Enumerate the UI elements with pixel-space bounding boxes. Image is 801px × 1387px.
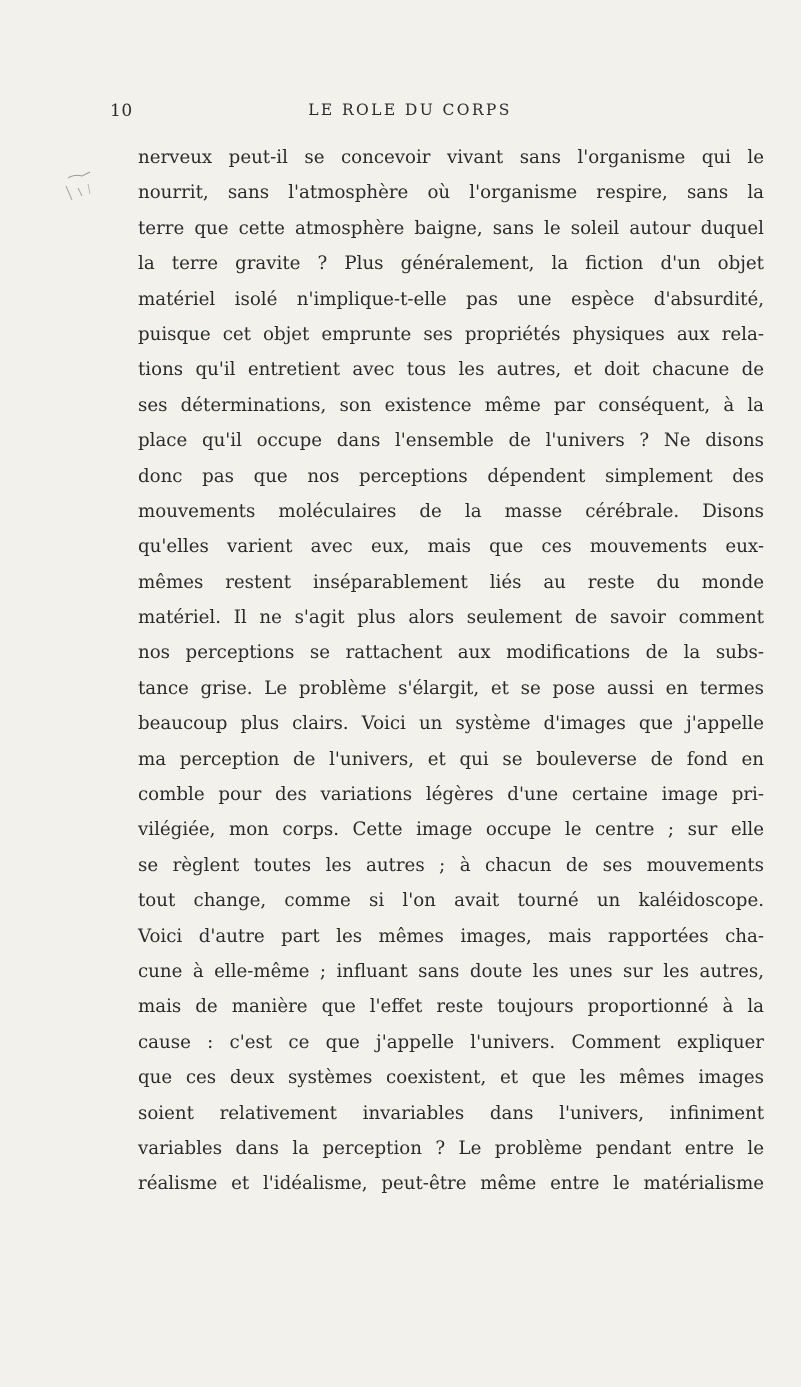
text-line: puisque cet objet emprunte ses propriétés physiques aux rela- bbox=[138, 323, 764, 345]
text-line: vilégiée, mon corps. Cette image occupe le centre ; sur elle bbox=[138, 819, 764, 841]
page-number: 10 bbox=[110, 101, 133, 121]
text-line: variables dans la perception ? Le problème pendant entre le bbox=[138, 1137, 764, 1159]
text-line: donc pas que nos perceptions dépendent simplement des bbox=[138, 465, 764, 487]
text-line: nos perceptions se rattachent aux modifications de la subs- bbox=[138, 642, 764, 664]
text-line: se règlent toutes les autres ; à chacun de ses mouvements bbox=[138, 854, 764, 876]
text-line: terre que cette atmosphère baigne, sans le soleil autour duquel bbox=[138, 217, 764, 239]
text-line: réalisme et l'idéalisme, peut-être même entre le matérialisme bbox=[138, 1173, 764, 1195]
text-line: soient relativement invariables dans l'univers, infiniment bbox=[138, 1102, 764, 1124]
text-line: mais de manière que l'effet reste toujours proportionné à la bbox=[138, 996, 764, 1018]
text-line: cune à elle-même ; influant sans doute les unes sur les autres, bbox=[138, 960, 764, 982]
text-line: tout change, comme si l'on avait tourné un kaléidoscope. bbox=[138, 890, 764, 912]
running-title: LE ROLE DU CORPS bbox=[308, 101, 512, 119]
text-line: matériel isolé n'implique-t-elle pas une espèce d'absurdité, bbox=[138, 288, 764, 310]
text-line: Voici d'autre part les mêmes images, mais rapportées cha- bbox=[138, 925, 764, 947]
text-line: tance grise. Le problème s'élargit, et se pose aussi en termes bbox=[138, 677, 764, 699]
text-line: beaucoup plus clairs. Voici un système d'images que j'appelle bbox=[138, 713, 764, 735]
pencil-margin-mark bbox=[60, 160, 100, 220]
text-line: ma perception de l'univers, et qui se bouleverse de fond en bbox=[138, 748, 764, 770]
text-line: tions qu'il entretient avec tous les autres, et doit chacune de bbox=[138, 359, 764, 381]
text-line: la terre gravite ? Plus généralement, la fiction d'un objet bbox=[138, 253, 764, 275]
text-line: place qu'il occupe dans l'ensemble de l'univers ? Ne disons bbox=[138, 430, 764, 452]
text-line: nerveux peut-il se concevoir vivant sans l'organisme qui le bbox=[138, 147, 764, 168]
body-paragraph bbox=[138, 140, 764, 1202]
text-line: qu'elles varient avec eux, mais que ces mouvements eux- bbox=[138, 536, 764, 558]
text-line: cause : c'est ce que j'appelle l'univers. Comment expliquer bbox=[138, 1031, 764, 1053]
text-line: mêmes restent inséparablement liés au reste du monde bbox=[138, 571, 764, 593]
text-line: nourrit, sans l'atmosphère où l'organisme respire, sans la bbox=[138, 182, 764, 204]
text-line: que ces deux systèmes coexistent, et que les mêmes images bbox=[138, 1067, 764, 1089]
text-line: mouvements moléculaires de la masse cérébrale. Disons bbox=[138, 500, 764, 522]
page-header bbox=[110, 101, 710, 125]
text-line: comble pour des variations légères d'une certaine image pri- bbox=[138, 784, 764, 806]
text-line: matériel. Il ne s'agit plus alors seulement de savoir comment bbox=[138, 607, 764, 629]
text-line: ses déterminations, son existence même par conséquent, à la bbox=[138, 394, 764, 416]
